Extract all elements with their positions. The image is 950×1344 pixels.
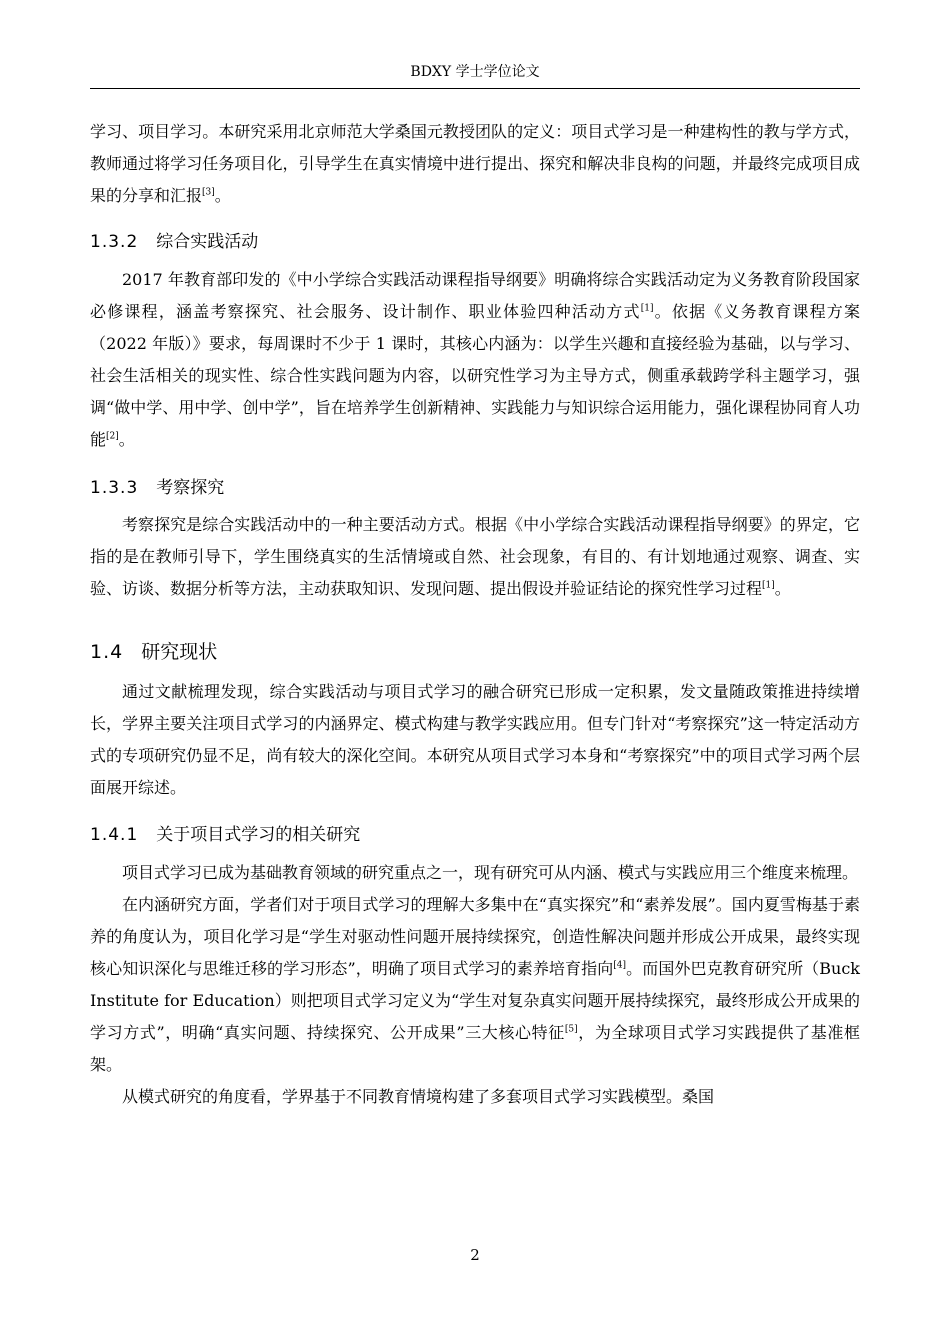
text-run: 学习、项目学习。本研究采用北京师范大学桑国元教授团队的定义：项目式学习是一种建构性的教与学方式，教师通过将学习任务项目化，引导学生在真实情境中进行提出、探究和解决非良构的问题，并最终完成项目成果的分享和汇报 — [90, 122, 860, 205]
section-heading-1-4-1 — [90, 822, 860, 848]
paragraph-research-status — [90, 676, 860, 804]
text-run: 。 — [774, 579, 791, 598]
text-run: ，为全球项目式学习实践提供了基准框架。 — [90, 1023, 860, 1074]
text-run: 通过文献梳理发现，综合实践活动与项目式学习的融合研究已形成一定积累，发文量随政策推进持续增长，学界主要关注项目式学习的内涵界定、模式构建与教学实践应用。但专门针对“考察探究”这一特定活动方式的专项研究仍显不足，尚有较大的深化空间。本研究从项目式学习本身和“考察探究”中的项目式学习两个层面展开综述。 — [90, 682, 860, 797]
section-number: 1.4 — [90, 641, 124, 663]
text-run: 。 — [118, 430, 135, 449]
citation: [1] — [640, 303, 654, 314]
section-heading-1-3-3 — [90, 475, 860, 501]
text-run: 。依据《义务教育课程方案（2022 年版）》要求，每周课时不少于 1 课时，其核心内涵为：以学生兴趣和直接经验为基础，以与学习、社会生活相关的现实性、综合性实践问题为内容，以研究性学习为主导方式，侧重承载跨学科主题学习，强调“做中学、用中学、创中学”，旨在培养学生创新精神、实践能力与知识综合运用能力，强化课程协同育人功能 — [90, 302, 860, 449]
citation: [2] — [106, 431, 119, 442]
section-title: 研究现状 — [141, 641, 218, 663]
section-number: 1.4.1 — [90, 825, 139, 845]
text-run: 考察探究是综合实践活动中的一种主要活动方式。根据《中小学综合实践活动课程指导纲要》的界定，它指的是在教师引导下，学生围绕真实的生活情境或自然、社会现象，有目的、有计划地通过观察、调查、实验、访谈、数据分析等方法，主动获取知识、发现问题、提出假设并验证结论的探究性学习过程 — [90, 515, 860, 598]
text-run: 项目式学习已成为基础教育领域的研究重点之一，现有研究可从内涵、模式与实践应用三个维度来梳理。 — [122, 863, 859, 882]
section-number: 1.3.2 — [90, 232, 139, 252]
text-run: 从模式研究的角度看，学界基于不同教育情境构建了多套项目式学习实践模型。桑国 — [122, 1087, 715, 1106]
page-body — [90, 116, 860, 1113]
running-header: BDXY 学士学位论文 — [410, 64, 540, 80]
paragraph-pbl-overview — [90, 857, 860, 889]
section-heading-1-3-2 — [90, 229, 860, 255]
page-number: 2 — [470, 1246, 480, 1264]
text-run: 在内涵研究方面，学者们对于项目式学习的理解大多集中在“真实探究”和“素养发展”。国内夏雪梅基于素养的角度认为，项目化学习是“学生对驱动性问题开展持续探究，创造性解决问题并形成公开成果，最终实现核心知识深化与思维迁移的学习形态”，明确了项目式学习的素养培育指向 — [90, 895, 860, 978]
section-heading-1-4 — [90, 638, 860, 666]
citation: [1] — [762, 580, 775, 591]
section-number: 1.3.3 — [90, 478, 139, 498]
section-title: 考察探究 — [156, 478, 225, 498]
citation: [4] — [613, 960, 627, 971]
paragraph-comprehensive-practice — [90, 264, 860, 456]
paragraph-pbl-connotation — [90, 889, 860, 1081]
text-run: 。而国外巴克教育研究所（Buck Institute for Education）则把项目式学习定义为“学生对复杂真实问题开展持续探究，最终形成公开成果的学习方式”，明确“真实问题、持续探究、公开成果”三大核心特征 — [90, 959, 860, 1042]
text-run: 2017 年教育部印发的《中小学综合实践活动课程指导纲要》明确将综合实践活动定为义务教育阶段国家必修课程，涵盖考察探究、社会服务、设计制作、职业体验四种活动方式 — [90, 270, 860, 321]
section-title: 关于项目式学习的相关研究 — [156, 825, 361, 845]
section-title: 综合实践活动 — [156, 232, 259, 252]
paragraph-pbl-models — [90, 1081, 860, 1113]
citation: [3] — [202, 187, 215, 198]
citation: [5] — [564, 1024, 578, 1035]
header-divider — [90, 88, 860, 89]
text-run: 。 — [214, 186, 231, 205]
paragraph-definition — [90, 116, 860, 212]
paragraph-inquiry — [90, 509, 860, 605]
